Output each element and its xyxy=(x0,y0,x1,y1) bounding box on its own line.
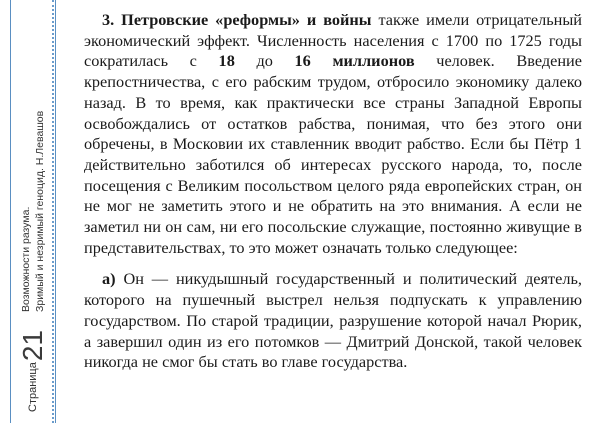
paragraph-2-marker: а) xyxy=(102,269,116,289)
page-margin-panel xyxy=(0,0,60,423)
book-title-line1: Возможности разума. xyxy=(20,206,32,312)
page-label: Страница xyxy=(27,362,39,412)
book-title-line2: Зримый и незримый геноцид. Н.Левашов xyxy=(34,110,46,312)
paragraph-1-text-c: человек. Введение крепостничества, с его рабским трудом, отбросило экономику далеко назад. В то время, как практически все страны Западной Европы освобождались от остатков рабства, понимая, что без этого они обречены, в Московии их ставленник вводит рабство. Если бы Пётр 1 действительно заботился об интересах русского народа, то, после посещения с Великим посольством целого ряда европейских стран, он не мог не заметить этого и не обратить на это внимания. А если не заметил ни он сам, ни его посольские служащие, постоянно живущие в представительствах, то это может означать только следующее: xyxy=(84,51,582,257)
paragraph-1-text-a: также имели отрицательный экономический эффект. Численность населения с 1700 по 1725 годы сократилась с xyxy=(84,10,582,71)
paragraph-2-text: Он — никудышный государственный и политический деятель, которого на пушечный выстрел нельзя подпускать к управлению государством. По старой традиции, разрушение которой начал Рюрик, а завершил один из его потомков — Дмитрий Донской, такой человек никогда не смог бы стать во главе государства. xyxy=(84,269,582,372)
paragraph-1-text-b: до xyxy=(234,51,295,71)
margin-vertical-text xyxy=(13,2,53,422)
paragraph-1 xyxy=(84,10,582,258)
population-end: 16 миллионов xyxy=(294,51,415,71)
document-body xyxy=(84,10,582,373)
book-title xyxy=(19,111,47,312)
paragraph-2 xyxy=(84,269,582,373)
population-start: 18 xyxy=(218,51,235,71)
paragraph-1-heading: 3. Петровские «реформы» и войны xyxy=(102,10,372,29)
page-number: 21 xyxy=(17,329,48,362)
